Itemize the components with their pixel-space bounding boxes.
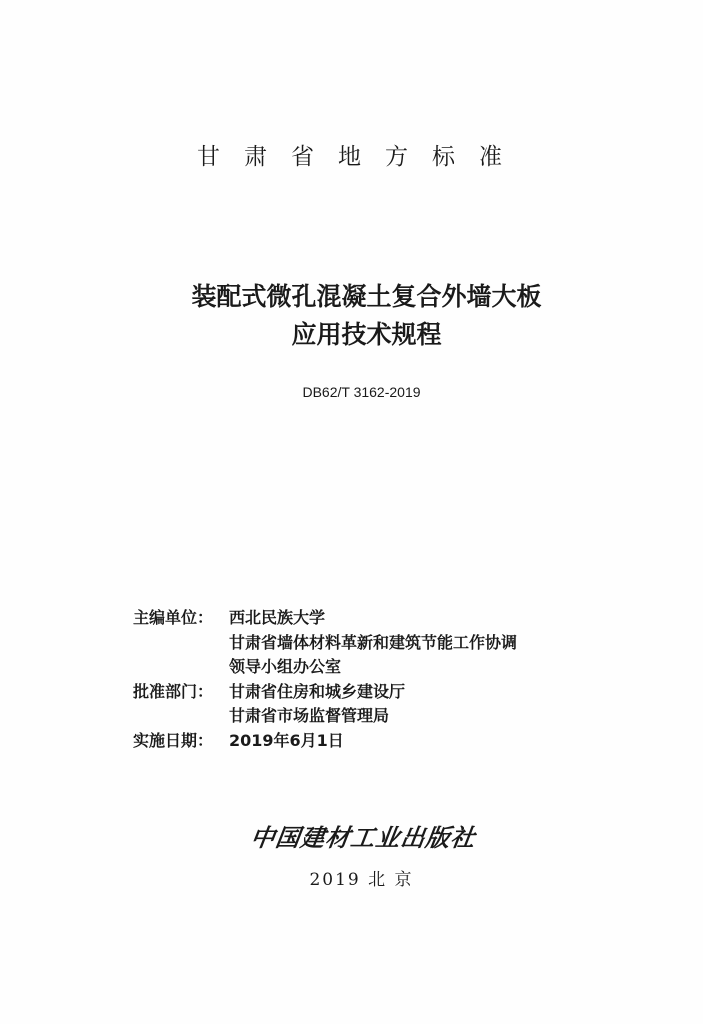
approver-values: [229, 680, 405, 729]
standard-type-heading: 甘肃省地方标准: [197, 144, 526, 170]
effective-date-row: [133, 729, 517, 754]
editor-value: 甘肃省墙体材料革新和建筑节能工作协调: [229, 632, 518, 652]
approver-value: 甘肃省市场监督管理局: [229, 706, 390, 725]
approver-row: [133, 680, 517, 729]
publisher-name: 中国建材工业出版社: [248, 823, 478, 852]
standard-number: DB62/T 3162-2019: [302, 384, 421, 400]
editor-row: [133, 606, 517, 680]
approver-label: 批准部门：: [133, 681, 214, 701]
editor-values: [229, 606, 517, 680]
title-line-1: 装配式微孔混凝土复合外墙大板: [191, 282, 542, 311]
document-title: [0, 278, 703, 354]
editor-label: 主编单位：: [133, 608, 214, 627]
effective-date-values: [229, 729, 344, 754]
approver-value: 甘肃省住房和城乡建设厅: [229, 681, 406, 701]
title-line-2: 应用技术规程: [291, 320, 442, 349]
editor-value: 领导小组办公室: [229, 657, 342, 676]
publication-place-year: 2019 北 京: [309, 870, 414, 890]
effective-date-value: 2019年6月1日: [229, 730, 344, 750]
info-block: [133, 606, 517, 753]
effective-date-label: 实施日期：: [133, 730, 214, 750]
editor-value: 西北民族大学: [229, 608, 326, 627]
